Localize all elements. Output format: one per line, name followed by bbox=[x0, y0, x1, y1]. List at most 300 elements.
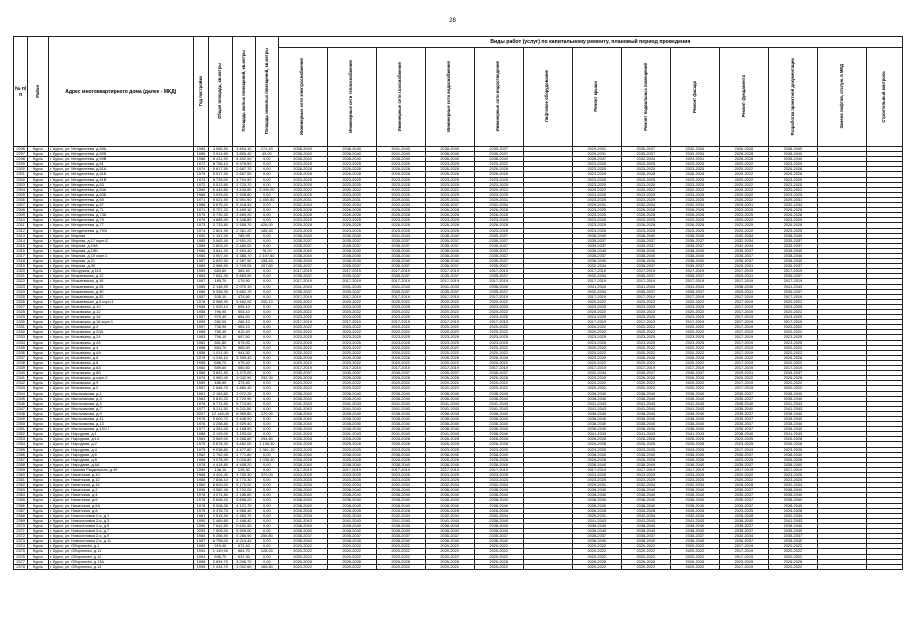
cell-living-area: 565,00 bbox=[232, 345, 256, 350]
cell-nonliving-area: 0,00 bbox=[256, 518, 278, 523]
cell-work-period: 2023-2025 bbox=[572, 315, 621, 320]
cell-work-period: 2026-2028 bbox=[327, 437, 376, 442]
cell-num: 2307 bbox=[14, 203, 28, 208]
cell-work-period: 2038-2040 bbox=[425, 152, 474, 157]
table-body bbox=[14, 147, 903, 570]
cell-work-period: 2020-2022 bbox=[572, 325, 621, 330]
cell-work-period: 2020-2022 bbox=[572, 386, 621, 391]
cell-living-area: 5 774,60 bbox=[232, 401, 256, 406]
cell-total-area: 7 661,30 bbox=[209, 274, 233, 279]
cell-living-area: 8 402,90 bbox=[232, 157, 256, 162]
cell-work-period: 2023-2025 bbox=[670, 335, 719, 340]
cell-work-period: 2023-2025 bbox=[670, 197, 719, 202]
header-work-lift-replace: Замена лифтов, отслуж. в МКД bbox=[817, 48, 866, 147]
cell-nonliving-area: 0,00 bbox=[256, 213, 278, 218]
cell-address: г. Курск, ул. Моковская, д.6 bbox=[48, 355, 193, 360]
cell-work-period: 2026-2028 bbox=[474, 508, 523, 513]
cell-work-period: 2023-2025 bbox=[621, 447, 670, 452]
cell-work-period: 2035-2037 bbox=[474, 248, 523, 253]
cell-district: Курск bbox=[28, 162, 48, 167]
cell-work-period: 2038-2040 bbox=[278, 529, 327, 534]
cell-work-period: 2038-2040 bbox=[327, 396, 376, 401]
cell-work-period: 2041-2043 bbox=[474, 406, 523, 411]
cell-address: г. Курск, ул. Моковская, д.20А bbox=[48, 330, 193, 335]
cell-work-period: 2041-2043 bbox=[278, 401, 327, 406]
cell-address: г. Курск, ул. Менделеева, д.79/4 bbox=[48, 228, 193, 233]
cell-work-period: 2029-2031 bbox=[572, 147, 621, 152]
cell-work-period: 2020-2022 bbox=[278, 381, 327, 386]
cell-work-period: 2023-2025 bbox=[621, 228, 670, 233]
cell-work-period: 2017-2019 bbox=[719, 315, 768, 320]
cell-work-period: 2017-2019 bbox=[572, 294, 621, 299]
cell-num: 2345 bbox=[14, 396, 28, 401]
cell-work-period: 2023-2025 bbox=[425, 304, 474, 309]
cell-work-period: 2026-2028 bbox=[621, 559, 670, 564]
cell-work-period: 2023-2025 bbox=[572, 223, 621, 228]
cell-address: г. Курск, ул. Моковская, д.24 bbox=[48, 335, 193, 340]
cell-nonliving-area: 0,00 bbox=[256, 371, 278, 376]
cell-work-period: 2023-2025 bbox=[621, 182, 670, 187]
cell-num: 2317 bbox=[14, 253, 28, 258]
cell-work-period: 2023-2025 bbox=[572, 182, 621, 187]
cell-work-period: 2035-2037 bbox=[719, 427, 768, 432]
cell-work-period: 2035-2037 bbox=[327, 274, 376, 279]
cell-nonliving-area: 170,00 bbox=[256, 411, 278, 416]
cell-total-area: 486,50 bbox=[209, 381, 233, 386]
cell-work-period: 2026-2028 bbox=[670, 208, 719, 213]
cell-work-period: 2041-2043 bbox=[621, 518, 670, 523]
cell-work-period: 2026-2028 bbox=[621, 442, 670, 447]
cell-work-period: 2020-2022 bbox=[474, 325, 523, 330]
cell-total-area: 5 774,60 bbox=[209, 401, 233, 406]
cell-total-area: 5 725,00 bbox=[209, 177, 233, 182]
cell-nonliving-area: 0,00 bbox=[256, 172, 278, 177]
cell-nonliving-area: 0,00 bbox=[256, 462, 278, 467]
cell-work-period: 2026-2028 bbox=[425, 442, 474, 447]
cell-work-period: 2023-2025 bbox=[278, 473, 327, 478]
cell-nonliving-area: 0,00 bbox=[256, 467, 278, 472]
cell-total-area: 5 675,20 bbox=[209, 203, 233, 208]
cell-work-period: 2038-2040 bbox=[327, 391, 376, 396]
cell-address: г. Курск, ул. Никитская, д.4 bbox=[48, 493, 193, 498]
cell-year: 1985 bbox=[193, 238, 208, 243]
cell-work-period: 2041-2043 bbox=[376, 406, 425, 411]
cell-work-period: 2038-2040 bbox=[572, 493, 621, 498]
cell-year: 1978 bbox=[193, 503, 208, 508]
cell-work-period: 2035-2037 bbox=[474, 152, 523, 157]
cell-work-period: 2017-2019 bbox=[719, 310, 768, 315]
cell-work-period: 2038-2040 bbox=[425, 498, 474, 503]
cell-num: 2316 bbox=[14, 248, 28, 253]
cell-total-area: 5 988,90 bbox=[209, 299, 233, 304]
cell-work-period: 2023-2025 bbox=[670, 473, 719, 478]
cell-work-period: 2035-2037 bbox=[278, 534, 327, 539]
cell-work-period: 2023-2025 bbox=[327, 162, 376, 167]
cell-work-period: 2020-2022 bbox=[768, 544, 817, 549]
cell-work-period: 2035-2037 bbox=[621, 274, 670, 279]
cell-living-area: 4 121,70 bbox=[232, 503, 256, 508]
page-number: 28 bbox=[449, 18, 456, 24]
cell-work-period: 2035-2037 bbox=[474, 253, 523, 258]
cell-address: г. Курск, ул. Новоселовка 2-я, д.5 bbox=[48, 523, 193, 528]
cell-work-period: 2017-2019 bbox=[425, 320, 474, 325]
cell-district: Курск bbox=[28, 529, 48, 534]
cell-work-period: 2026-2028 bbox=[278, 376, 327, 381]
cell-living-area: 864,70 bbox=[232, 549, 256, 554]
cell-work-period: 2020-2022 bbox=[670, 330, 719, 335]
cell-work-period: 2035-2037 bbox=[719, 259, 768, 264]
cell-year: 1975 bbox=[193, 218, 208, 223]
cell-work-period: 2029-2031 bbox=[572, 152, 621, 157]
cell-work-period: 2026-2028 bbox=[670, 376, 719, 381]
cell-work-period: 2023-2025 bbox=[474, 192, 523, 197]
cell-work-period: 2026-2028 bbox=[278, 167, 327, 172]
cell-work-period: 2020-2022 bbox=[719, 177, 768, 182]
cell-work-period: 2020-2022 bbox=[670, 187, 719, 192]
cell-work-period: 2023-2025 bbox=[621, 335, 670, 340]
cell-district: Курск bbox=[28, 233, 48, 238]
cell-address: г. Курск, ул. Народная, д.1 bbox=[48, 432, 193, 437]
cell-work-period: 2026-2028 bbox=[376, 442, 425, 447]
cell-work-period: 2020-2022 bbox=[327, 549, 376, 554]
cell-total-area: 3 078,40 bbox=[209, 457, 233, 462]
cell-work-period: 2020-2022 bbox=[768, 381, 817, 386]
cell-living-area: 2 070,10 bbox=[232, 284, 256, 289]
cell-year: 1959 bbox=[193, 381, 208, 386]
cell-work-period: 2020-2022 bbox=[474, 310, 523, 315]
cell-work-period: 2032-2034 bbox=[474, 513, 523, 518]
cell-work-period: 2020-2022 bbox=[719, 228, 768, 233]
cell-nonliving-area: 49,20 bbox=[256, 152, 278, 157]
cell-work-period: 2020-2022 bbox=[719, 478, 768, 483]
cell-num: 2356 bbox=[14, 452, 28, 457]
cell-work-period: 2020-2022 bbox=[572, 564, 621, 569]
cell-address: г. Курск, ул. Моковская, д.2 bbox=[48, 386, 193, 391]
cell-num: 2358 bbox=[14, 462, 28, 467]
cell-work-period: 2020-2022 bbox=[768, 325, 817, 330]
cell-work-period: 2020-2022 bbox=[572, 310, 621, 315]
cell-address: г. Курск, ул. Моковская, д.16 bbox=[48, 315, 193, 320]
cell-work-period: 2020-2022 bbox=[719, 167, 768, 172]
cell-work-period: 2038-2040 bbox=[768, 523, 817, 528]
cell-living-area: 2 723,70 bbox=[232, 182, 256, 187]
cell-work-period: 2041-2043 bbox=[376, 152, 425, 157]
cell-work-period: 2023-2025 bbox=[768, 177, 817, 182]
cell-work-period: 2017-2019 bbox=[278, 467, 327, 472]
cell-work-period: 2017-2019 bbox=[719, 366, 768, 371]
cell-work-period: 2017-2019 bbox=[670, 320, 719, 325]
cell-work-period: 2023-2025 bbox=[425, 315, 474, 320]
cell-work-period: 2038-2040 bbox=[327, 259, 376, 264]
cell-work-period: 2026-2028 bbox=[474, 213, 523, 218]
cell-living-area: 5 170,00 bbox=[232, 483, 256, 488]
cell-num: 2350 bbox=[14, 422, 28, 427]
cell-work-period: 2026-2028 bbox=[425, 213, 474, 218]
cell-district: Курск bbox=[28, 340, 48, 345]
cell-nonliving-area: 426,00 bbox=[256, 223, 278, 228]
cell-work-period: 2026-2028 bbox=[376, 437, 425, 442]
cell-year: 1983 bbox=[193, 274, 208, 279]
cell-address: г. Курск, ул. Новоселовка 2-я, д.11 bbox=[48, 539, 193, 544]
cell-year: 1968 bbox=[193, 457, 208, 462]
cell-num: 2349 bbox=[14, 416, 28, 421]
cell-work-period: 2038-2040 bbox=[621, 539, 670, 544]
cell-year: 1985 bbox=[193, 264, 208, 269]
cell-work-period: 2026-2028 bbox=[768, 208, 817, 213]
cell-work-period: 2038-2040 bbox=[278, 259, 327, 264]
cell-year: 1980 bbox=[193, 483, 208, 488]
cell-living-area: 2 387,90 bbox=[232, 259, 256, 264]
cell-work-period: 2038-2040 bbox=[621, 427, 670, 432]
cell-work-period: 2023-2025 bbox=[425, 182, 474, 187]
cell-work-period: 2020-2022 bbox=[719, 192, 768, 197]
cell-district: Курск bbox=[28, 559, 48, 564]
cell-nonliving-area: 0,00 bbox=[256, 345, 278, 350]
cell-work-period: 2020-2022 bbox=[572, 330, 621, 335]
cell-district: Курск bbox=[28, 467, 48, 472]
cell-work-period: 2017-2019 bbox=[474, 366, 523, 371]
cell-work-period: 2038-2040 bbox=[425, 539, 474, 544]
cell-work-period: 2020-2022 bbox=[621, 549, 670, 554]
cell-living-area: 1 880,40 bbox=[232, 386, 256, 391]
cell-nonliving-area: 1 036,40 bbox=[256, 457, 278, 462]
cell-work-period: 2020-2022 bbox=[278, 330, 327, 335]
cell-work-period: 2020-2022 bbox=[621, 381, 670, 386]
cell-work-period: 2035-2037 bbox=[474, 289, 523, 294]
cell-work-period: 2026-2028 bbox=[621, 172, 670, 177]
cell-nonliving-area: 0,00 bbox=[256, 243, 278, 248]
cell-work-period: 2038-2040 bbox=[670, 411, 719, 416]
cell-work-period: 2026-2028 bbox=[621, 213, 670, 218]
cell-work-period: 2020-2022 bbox=[425, 299, 474, 304]
cell-work-period: 2041-2043 bbox=[278, 284, 327, 289]
cell-work-period: 2026-2028 bbox=[719, 483, 768, 488]
cell-year: 1952 bbox=[193, 233, 208, 238]
cell-year: 1976 bbox=[193, 416, 208, 421]
cell-nonliving-area: 256,80 bbox=[256, 534, 278, 539]
cell-district: Курск bbox=[28, 427, 48, 432]
cell-year: 1975 bbox=[193, 442, 208, 447]
cell-work-period: 2026-2028 bbox=[621, 437, 670, 442]
cell-work-period: 2026-2028 bbox=[474, 172, 523, 177]
cell-year: 1984 bbox=[193, 253, 208, 258]
cell-living-area: 3 266,70 bbox=[232, 559, 256, 564]
cell-district: Курск bbox=[28, 544, 48, 549]
cell-work-period: 2023-2025 bbox=[572, 208, 621, 213]
cell-work-period: 2032-2034 bbox=[376, 203, 425, 208]
cell-work-period: 2035-2037 bbox=[425, 289, 474, 294]
cell-address: г. Курск, ул. Никитская, д.8 bbox=[48, 508, 193, 513]
cell-num: 2373 bbox=[14, 539, 28, 544]
cell-work-period: 2026-2028 bbox=[425, 559, 474, 564]
cell-work-period: 2026-2028 bbox=[474, 437, 523, 442]
cell-work-period: 2038-2040 bbox=[474, 411, 523, 416]
cell-nonliving-area: 0,00 bbox=[256, 310, 278, 315]
cell-district: Курск bbox=[28, 391, 48, 396]
cell-address: г. Курск, ул. Мыльникова, д.13 bbox=[48, 422, 193, 427]
cell-work-period: 2038-2040 bbox=[768, 539, 817, 544]
cell-work-period: 2026-2028 bbox=[327, 376, 376, 381]
cell-work-period: 2035-2037 bbox=[425, 274, 474, 279]
cell-work-period: 2023-2025 bbox=[572, 355, 621, 360]
cell-nonliving-area: 0,00 bbox=[256, 274, 278, 279]
cell-work-period: 2029-2031 bbox=[768, 197, 817, 202]
cell-work-period: 2020-2022 bbox=[719, 182, 768, 187]
cell-work-period: 2017-2019 bbox=[474, 279, 523, 284]
cell-num: 2357 bbox=[14, 457, 28, 462]
cell-work-period: 2029-2031 bbox=[376, 197, 425, 202]
cell-address: г. Курск, ул. Мыльникова, д.3 bbox=[48, 396, 193, 401]
cell-work-period: 2026-2028 bbox=[621, 208, 670, 213]
cell-work-period: 2038-2040 bbox=[768, 147, 817, 152]
header-year: Год постройки bbox=[193, 37, 208, 147]
cell-num: 2367 bbox=[14, 508, 28, 513]
cell-work-period: 2041-2043 bbox=[327, 406, 376, 411]
cell-address: г. Курск, ул. Мыльникова, д.9 bbox=[48, 411, 193, 416]
cell-district: Курск bbox=[28, 493, 48, 498]
cell-total-area: 7 836,10 bbox=[209, 478, 233, 483]
cell-living-area: 785,95 bbox=[232, 233, 256, 238]
cell-district: Курск bbox=[28, 513, 48, 518]
cell-year: 1955 bbox=[193, 564, 208, 569]
cell-work-period: 2035-2037 bbox=[572, 238, 621, 243]
cell-work-period: 2017-2019 bbox=[278, 269, 327, 274]
cell-work-period: 2023-2025 bbox=[621, 304, 670, 309]
cell-work-period: 2041-2043 bbox=[425, 518, 474, 523]
header-work-lift: Лифтовое оборудование bbox=[523, 48, 572, 147]
cell-living-area: 3 266,60 bbox=[232, 437, 256, 442]
cell-work-period: 2023-2025 bbox=[572, 340, 621, 345]
cell-living-area: 8 211,50 bbox=[232, 406, 256, 411]
cell-num: 2303 bbox=[14, 182, 28, 187]
cell-nonliving-area: 0,00 bbox=[256, 238, 278, 243]
cell-nonliving-area: 0,00 bbox=[256, 391, 278, 396]
cell-work-period: 2035-2037 bbox=[719, 422, 768, 427]
cell-work-period: 2038-2040 bbox=[719, 518, 768, 523]
cell-work-period: 2029-2031 bbox=[278, 197, 327, 202]
cell-district: Курск bbox=[28, 208, 48, 213]
cell-living-area: 3 865,40 bbox=[232, 152, 256, 157]
cell-address: г. Курск, ул. Оборонная, д.13А bbox=[48, 559, 193, 564]
cell-work-period: 2017-2019 bbox=[278, 320, 327, 325]
cell-work-period: 2041-2043 bbox=[670, 406, 719, 411]
cell-living-area: 3 028,80 bbox=[232, 457, 256, 462]
cell-work-period: 2035-2037 bbox=[474, 238, 523, 243]
cell-work-period: 2038-2040 bbox=[670, 259, 719, 264]
cell-nonliving-area: 0,00 bbox=[256, 284, 278, 289]
cell-work-period: 2038-2040 bbox=[621, 391, 670, 396]
cell-address: г. Курск, ул. Новоселовка 2-я, д.7 bbox=[48, 529, 193, 534]
cell-total-area: 735,90 bbox=[209, 325, 233, 330]
cell-work-period: 2038-2040 bbox=[474, 529, 523, 534]
cell-living-area: 8 969,80 bbox=[232, 411, 256, 416]
cell-district: Курск bbox=[28, 462, 48, 467]
cell-work-period: 2038-2040 bbox=[425, 452, 474, 457]
cell-work-period: 2032-2034 bbox=[621, 157, 670, 162]
cell-work-period: 2038-2040 bbox=[278, 253, 327, 258]
cell-district: Курск bbox=[28, 432, 48, 437]
cell-num: 2354 bbox=[14, 442, 28, 447]
cell-living-area: 4 439,80 bbox=[232, 187, 256, 192]
cell-work-period: 2020-2022 bbox=[474, 360, 523, 365]
cell-work-period: 2020-2022 bbox=[327, 310, 376, 315]
cell-work-period: 2020-2022 bbox=[376, 299, 425, 304]
cell-nonliving-area: 0,00 bbox=[256, 523, 278, 528]
cell-work-period: 2017-2019 bbox=[572, 320, 621, 325]
cell-district: Курск bbox=[28, 197, 48, 202]
cell-district: Курск bbox=[28, 366, 48, 371]
cell-work-period: 2020-2022 bbox=[719, 376, 768, 381]
cell-work-period: 2020-2022 bbox=[278, 350, 327, 355]
cell-num: 2321 bbox=[14, 274, 28, 279]
cell-work-period: 2026-2028 bbox=[376, 376, 425, 381]
cell-living-area: 3 193,00 bbox=[232, 432, 256, 437]
cell-work-period: 2035-2037 bbox=[670, 371, 719, 376]
cell-work-period: 2035-2037 bbox=[474, 264, 523, 269]
cell-num: 2346 bbox=[14, 401, 28, 406]
cell-work-period: 2020-2022 bbox=[278, 360, 327, 365]
cell-work-period: 2038-2040 bbox=[768, 396, 817, 401]
cell-work-period: 2020-2022 bbox=[425, 549, 474, 554]
cell-year: 1987 bbox=[193, 259, 208, 264]
cell-work-period: 2020-2022 bbox=[327, 554, 376, 559]
cell-living-area: 5 562,00 bbox=[232, 299, 256, 304]
cell-work-period: 2038-2040 bbox=[572, 498, 621, 503]
cell-living-area: 695,10 bbox=[232, 304, 256, 309]
cell-work-period: 2029-2031 bbox=[572, 483, 621, 488]
cell-work-period: 2023-2025 bbox=[425, 228, 474, 233]
cell-work-period: 2020-2022 bbox=[425, 564, 474, 569]
cell-work-period: 2023-2025 bbox=[376, 335, 425, 340]
cell-work-period: 2038-2040 bbox=[278, 157, 327, 162]
cell-total-area: 3 733,80 bbox=[209, 223, 233, 228]
cell-district: Курск bbox=[28, 401, 48, 406]
cell-work-period: 2017-2019 bbox=[768, 279, 817, 284]
cell-num: 2339 bbox=[14, 366, 28, 371]
cell-work-period: 2017-2019 bbox=[719, 299, 768, 304]
cell-year: 1985 bbox=[193, 243, 208, 248]
cell-work-period: 2026-2028 bbox=[376, 457, 425, 462]
cell-work-period: 2023-2025 bbox=[572, 177, 621, 182]
cell-work-period: 2038-2040 bbox=[572, 259, 621, 264]
cell-nonliving-area: 0,00 bbox=[256, 427, 278, 432]
cell-district: Курск bbox=[28, 147, 48, 152]
cell-total-area: 1 846,70 bbox=[209, 386, 233, 391]
cell-work-period: 2035-2037 bbox=[572, 243, 621, 248]
cell-total-area: 4 685,40 bbox=[209, 218, 233, 223]
cell-work-period: 2020-2022 bbox=[376, 187, 425, 192]
cell-work-period: 2038-2040 bbox=[376, 259, 425, 264]
cell-work-period: 2035-2037 bbox=[376, 534, 425, 539]
cell-year: 1976 bbox=[193, 422, 208, 427]
cell-work-period: 2038-2040 bbox=[474, 523, 523, 528]
cell-num: 2360 bbox=[14, 473, 28, 478]
cell-work-period: 2038-2040 bbox=[670, 396, 719, 401]
cell-work-period: 2038-2040 bbox=[278, 391, 327, 396]
cell-num: 2347 bbox=[14, 406, 28, 411]
cell-total-area: 189,70 bbox=[209, 279, 233, 284]
cell-work-period: 2038-2040 bbox=[376, 157, 425, 162]
cell-work-period: 2017-2019 bbox=[670, 467, 719, 472]
cell-work-period: 2017-2019 bbox=[621, 467, 670, 472]
cell-work-period: 2020-2022 bbox=[474, 544, 523, 549]
cell-nonliving-area: 0,00 bbox=[256, 192, 278, 197]
cell-total-area: 2 148,90 bbox=[209, 284, 233, 289]
cell-num: 2365 bbox=[14, 498, 28, 503]
cell-address: г. Курск, ул. Менделеева, д.59В bbox=[48, 157, 193, 162]
cell-work-period: 2032-2034 bbox=[670, 152, 719, 157]
cell-work-period: 2026-2028 bbox=[768, 437, 817, 442]
